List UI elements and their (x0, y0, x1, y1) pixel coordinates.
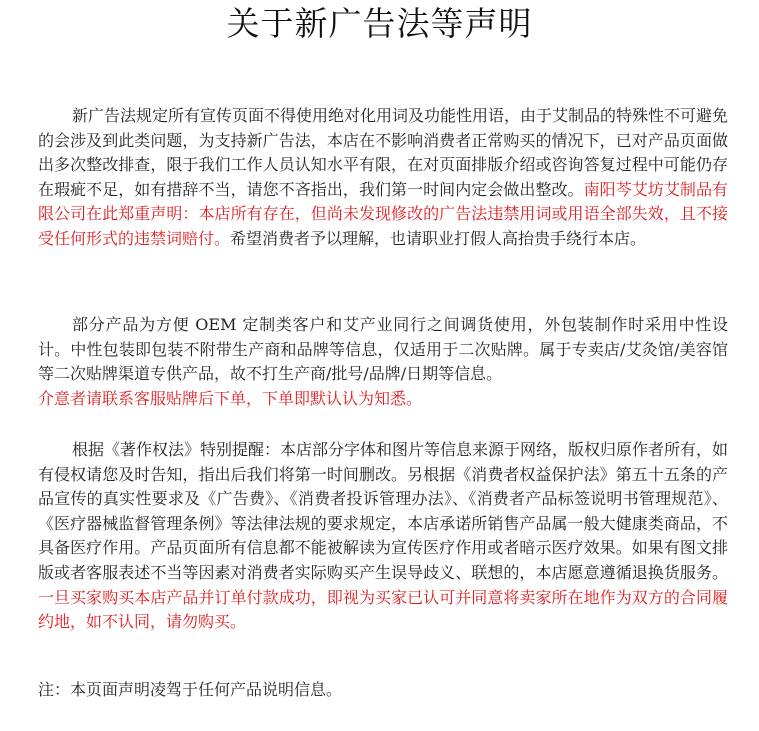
paragraph-copyright-text: 根据《著作权法》特别提醒：本店部分字体和图片等信息来源于网络，版权归原作者所有，如有侵权请您及时告知，指出后我们将第一时间删改。另根据《消费者权益保护法》第五十五条的产品宣传的真实性要求及《广告费》、《消费者投诉管理办法》、《消费者产品标签说明书管理规范》、《医疗器械监督管理条例》等法律法规的要求规定，本店承诺所销售产品属一般大健康类商品，不具备医疗作用。产品页面所有信息都不能被解读为宣传医疗作用或者暗示医疗效果。如果有图文排版或者客服表述不当等因素对消费者实际购买产生误导歧义、联想的，本店愿意遵循退换货服务。 (38, 440, 729, 582)
purchase-agreement-text: 一旦买家购买本店产品并订单付款成功，即视为买家已认可并同意将卖家所在地作为双方的合同履约地，如不认同，请勿购买。 (38, 587, 728, 632)
paragraph-advertising-law-closing: 希望消费者予以理解，也请职业打假人高抬贵手绕行本店。 (230, 228, 647, 248)
page-title: 关于新广告法等声明 (226, 4, 533, 43)
company-declaration-text: 南阳芩艾坊艾制品有限公司在此郑重声明：本店所有存在，但尚未发现修改的广告法违禁用词或用语全部失效，且不接受任何形式的违禁词赔付。 (38, 179, 728, 248)
oem-notice-text: 介意者请联系客服贴牌后下单，下单即默认认为知悉。 (38, 388, 423, 408)
paragraph-copyright (38, 438, 728, 635)
footer-note: 注：本页面声明凌驾于任何产品说明信息。 (38, 680, 343, 699)
paragraph-advertising-law-text: 新广告法规定所有宣传页面不得使用绝对化用词及功能性用语，由于艾制品的特殊性不可避免的会涉及到此类问题，为支持新广告法，本店在不影响消费者正常购买的情况下，已对产品页面做出多次整改排查，限于我们工作人员认知水平有限，在对页面排版介绍或咨询答复过程中可能仍存在瑕疵不足，如有措辞不当，请您不吝指出，我们第一时间内定会做出整改。 (38, 106, 729, 199)
paragraph-oem-packaging-text: 部分产品为方便 OEM 定制类客户和艾产业同行之间调货使用，外包装制作时采用中性设计。中性包装即包装不附带生产商和品牌等信息，仅适用于二次贴牌。属于专卖店/艾灸馆/美容馆等二次贴牌渠道专供产品，故不打生产商/批号/品牌/日期等信息。 (38, 315, 728, 384)
paragraph-advertising-law (38, 104, 728, 252)
paragraph-oem-packaging (38, 313, 728, 411)
